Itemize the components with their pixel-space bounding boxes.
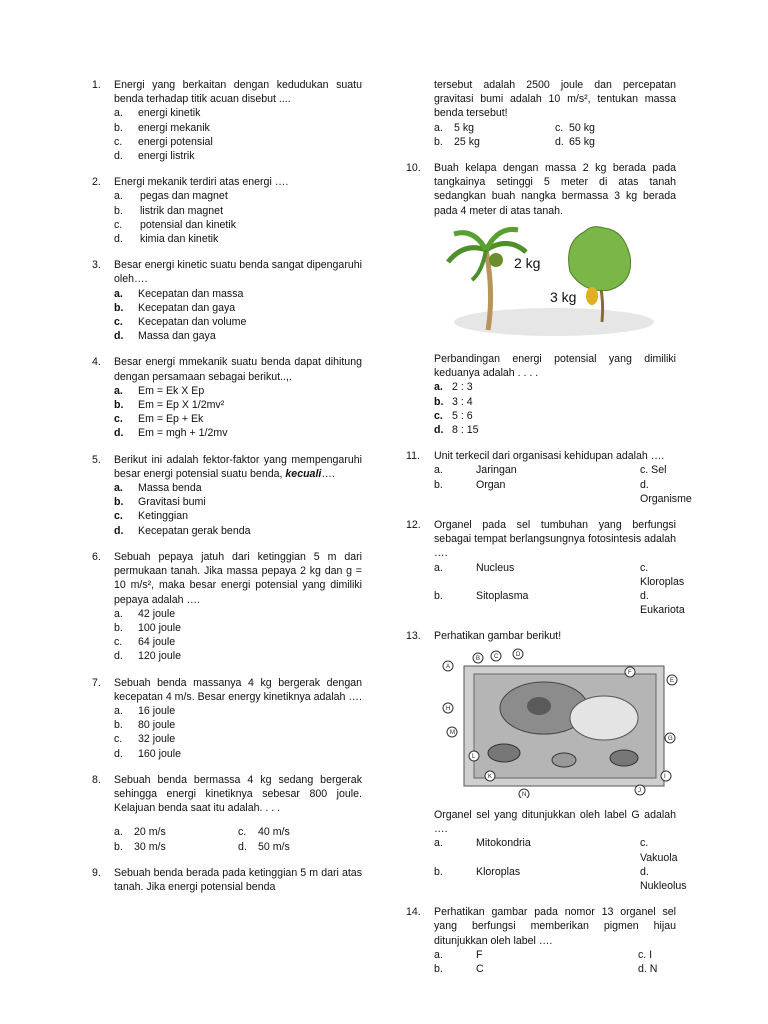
option[interactable]: b. Kecepatan dan gaya	[114, 301, 236, 314]
option[interactable]: d. Em = mgh + 1/2mv	[114, 427, 228, 440]
option[interactable]: b. listrik dan magnet	[114, 204, 224, 217]
option-text[interactable]: d. Organisme	[640, 478, 692, 505]
trees-illustration	[434, 222, 676, 346]
cell-label-l: L	[472, 753, 476, 760]
question-stem: Sebuah benda berada pada ketinggian 5 m dari atas tanah. Jika energi potensial benda	[114, 866, 362, 893]
option-text[interactable]: Kloroplas	[476, 865, 521, 878]
question-number: 8.	[92, 773, 101, 786]
question-number: 13.	[406, 630, 421, 643]
option[interactable]: d. 160 joule	[114, 747, 182, 760]
cell-label-j: J	[638, 787, 641, 794]
option[interactable]: c. 40 m/s	[238, 826, 290, 839]
option-letter[interactable]: a.	[434, 948, 443, 961]
option[interactable]: d. kimia dan kinetik	[114, 233, 219, 246]
option[interactable]: a. 5 kg	[434, 121, 475, 134]
question-stem: Perhatikan gambar berikut!	[434, 630, 562, 643]
cell-label-f: F	[628, 669, 632, 676]
option[interactable]: b. 100 joule	[114, 621, 182, 634]
option-text[interactable]: c. Sel	[640, 464, 667, 477]
question-number: 1.	[92, 79, 101, 91]
options-grid	[434, 121, 676, 149]
question-stem: Sebuah benda bermassa 4 kg sedang bergerak sehingga energi kinetiknya sebesar 800 joule. Kelajuan benda saat itu adalah. . . .	[114, 773, 362, 815]
cell-label-c: C	[494, 653, 499, 660]
question-number: 4.	[92, 356, 101, 369]
cell-label-i: I	[664, 773, 666, 780]
cell-label-k: K	[488, 773, 493, 780]
question-stem: Unit terkecil dari organisasi kehidupan adalah ….	[434, 450, 665, 463]
cell-label-m: M	[450, 729, 455, 736]
option-letter[interactable]: b.	[434, 590, 443, 603]
question-stem: Besar energi kinetic suatu benda sangat dipengaruhi oleh….	[114, 259, 362, 286]
option-letter[interactable]: a.	[434, 837, 443, 850]
coconut-fruit	[489, 253, 503, 267]
question-number: 2.	[92, 176, 101, 189]
option[interactable]: c. 32 joule	[114, 733, 176, 746]
option-text[interactable]: d. Nukleolus	[640, 865, 687, 892]
option-text[interactable]: c. Kloroplas	[640, 561, 685, 588]
emphasis-kecuali: kecuali	[285, 467, 322, 480]
question-9	[92, 866, 362, 894]
question-14	[406, 905, 676, 976]
option[interactable]: b. Gravitasi bumi	[114, 496, 206, 509]
coconut-jackfruit-image	[434, 222, 684, 342]
cell-label-d: D	[516, 651, 521, 658]
label-2kg: 2 kg	[514, 254, 541, 271]
question-13	[406, 629, 687, 893]
option[interactable]: d. 50 m/s	[238, 840, 290, 853]
option[interactable]: b. 30 m/s	[114, 840, 166, 853]
question-stem-continued: tersebut adalah 2500 joule dan percepatan gravitasi bumi adalah 10 m/s², tentukan massa benda tersebut!	[434, 79, 676, 120]
question-11	[406, 449, 692, 506]
options-grid	[114, 825, 362, 853]
option-text[interactable]: F	[476, 948, 483, 961]
question-number: 3.	[92, 259, 101, 272]
question-stem: Sebuah benda massanya 4 kg bergerak dengan kecepatan 4 m/s. Besar energy kinetiknya adalah ….	[114, 676, 362, 703]
option[interactable]: c. 50 kg	[555, 121, 595, 134]
option[interactable]: a. Massa benda	[114, 482, 202, 495]
option-letter[interactable]: b.	[434, 962, 443, 975]
question-stem: Energi yang berkaitan dengan kedudukan suatu benda terhadap titik acuan disebut ....	[114, 79, 362, 106]
options-grid	[434, 836, 687, 893]
option-text[interactable]: Mitokondria	[476, 837, 531, 850]
question-number: 10.	[406, 162, 421, 175]
question-10	[406, 161, 676, 437]
cell-label-b: B	[476, 655, 481, 662]
question-stem: Berikut ini adalah fektor-faktor yang mempengaruhi besar energi potensial suatu benda, kecuali….	[114, 453, 362, 480]
option-text[interactable]: c. I	[638, 948, 653, 961]
plant-cell-image	[434, 648, 684, 798]
option[interactable]: a. 20 m/s	[114, 826, 166, 839]
cell-label-a: A	[446, 663, 451, 670]
option-text[interactable]: Sitoplasma	[476, 590, 529, 603]
option[interactable]: a. Kecepatan dan massa	[114, 287, 244, 300]
option[interactable]: c. potensial dan kinetik	[114, 218, 236, 231]
question-number: 9.	[92, 866, 101, 879]
option[interactable]: a. pegas dan magnet	[114, 190, 228, 203]
question-number: 14.	[406, 906, 421, 919]
question-stem: Organel pada sel tumbuhan yang berfungsi sebagai tempat berlangsungnya fotosintesis adalah ….	[434, 519, 676, 560]
question-number: 5.	[92, 453, 101, 466]
question-number: 6.	[92, 550, 101, 563]
option[interactable]: a. energi kinetik	[114, 107, 201, 120]
question-stem: Perhatikan gambar pada nomor 13 organel sel yang berfungsi memberikan pigmen hijau ditunjukkan oleh label ….	[434, 906, 676, 947]
options-grid	[434, 463, 692, 506]
option-letter[interactable]: a.	[434, 561, 443, 574]
question-ask: Organel sel yang ditunjukkan oleh label G adalah ….	[434, 808, 676, 836]
option[interactable]: b. 3 : 4	[434, 395, 473, 408]
option[interactable]: c. Kecepatan dan volume	[114, 316, 247, 329]
question-8	[92, 773, 362, 854]
jackfruit	[586, 287, 598, 305]
cell-label-g: G	[668, 735, 673, 742]
option-text[interactable]: Nucleus	[476, 561, 515, 574]
question-1	[92, 78, 362, 163]
question-4	[92, 355, 362, 440]
cell-label-h: H	[446, 705, 451, 712]
option-letter[interactable]: b.	[434, 865, 443, 878]
question-stem: Buah kelapa dengan massa 2 kg berada pada tangkainya setinggi 5 meter di atas tanah sedangkan buah nangka bermassa 3 kg berada pada 4 meter di atas tanah.	[434, 162, 676, 217]
option[interactable]: b. Em = Ep X 1/2mv²	[114, 399, 225, 412]
option[interactable]: c. 64 joule	[114, 636, 176, 649]
option-text[interactable]: d. N	[638, 962, 658, 975]
question-12	[406, 518, 685, 617]
option[interactable]: c. energi potensial	[114, 135, 213, 148]
option[interactable]: d. energi listrik	[114, 150, 195, 163]
option[interactable]: b. 80 joule	[114, 719, 176, 732]
option[interactable]: a. 2 : 3	[434, 381, 473, 394]
option-letter[interactable]: b.	[434, 478, 443, 491]
option[interactable]: b. energi mekanik	[114, 121, 210, 134]
question-stem: Energi mekanik terdiri atas energi ….	[114, 176, 289, 189]
left-column	[92, 78, 362, 906]
option[interactable]: c. Ketinggian	[114, 510, 189, 523]
question-number: 12.	[406, 519, 421, 532]
question-3	[92, 258, 362, 343]
option-text[interactable]: d. Eukariota	[640, 590, 685, 617]
question-stem: Sebuah pepaya jatuh dari ketinggian 5 m dari permukaan tanah. Jika massa pepaya 2 kg dan g = 10 m/s², maka besar energi potensial yang dimiliki pepaya adalah ….	[114, 550, 362, 606]
right-column	[406, 78, 692, 988]
cell-label-e: E	[670, 677, 675, 684]
option-text[interactable]: Jaringan	[476, 464, 517, 477]
option-text[interactable]: c. Vakuola	[640, 837, 678, 864]
options-grid	[434, 948, 676, 976]
option-letter[interactable]: a.	[434, 464, 443, 477]
question-7	[92, 676, 362, 761]
option-text[interactable]: Organ	[476, 478, 506, 491]
question-ask: Perbandingan energi potensial yang dimiliki keduanya adalah . . . .	[434, 353, 676, 380]
option[interactable]: c. 5 : 6	[434, 409, 473, 422]
options-grid	[434, 561, 685, 618]
label-3kg: 3 kg	[550, 288, 577, 305]
plant-cell-diagram	[434, 648, 676, 802]
question-stem: Besar energi mmekanik suatu benda dapat dihitung dengan persamaan sebagai berikut..,.	[114, 356, 362, 383]
option[interactable]: d. Kecepatan gerak benda	[114, 524, 251, 537]
option[interactable]: d. 120 joule	[114, 650, 182, 663]
option[interactable]: c. Em = Ep + Ek	[114, 413, 204, 426]
question-9-continued	[412, 78, 676, 149]
option[interactable]: d. Massa dan gaya	[114, 330, 216, 343]
option-text[interactable]: C	[476, 962, 484, 975]
question-6	[92, 550, 362, 664]
option[interactable]: d. 65 kg	[555, 135, 595, 148]
option[interactable]: a. 16 joule	[114, 704, 176, 717]
option[interactable]: a. 42 joule	[114, 607, 176, 620]
question-number: 11.	[406, 450, 420, 463]
question-2	[92, 175, 362, 246]
question-5	[92, 453, 362, 538]
option[interactable]: b. 25 kg	[434, 135, 480, 148]
cell-label-n: N	[522, 791, 527, 798]
question-number: 7.	[92, 676, 101, 689]
option[interactable]: d. 8 : 15	[434, 424, 479, 437]
option[interactable]: a. Em = Ek X Ep	[114, 384, 205, 397]
